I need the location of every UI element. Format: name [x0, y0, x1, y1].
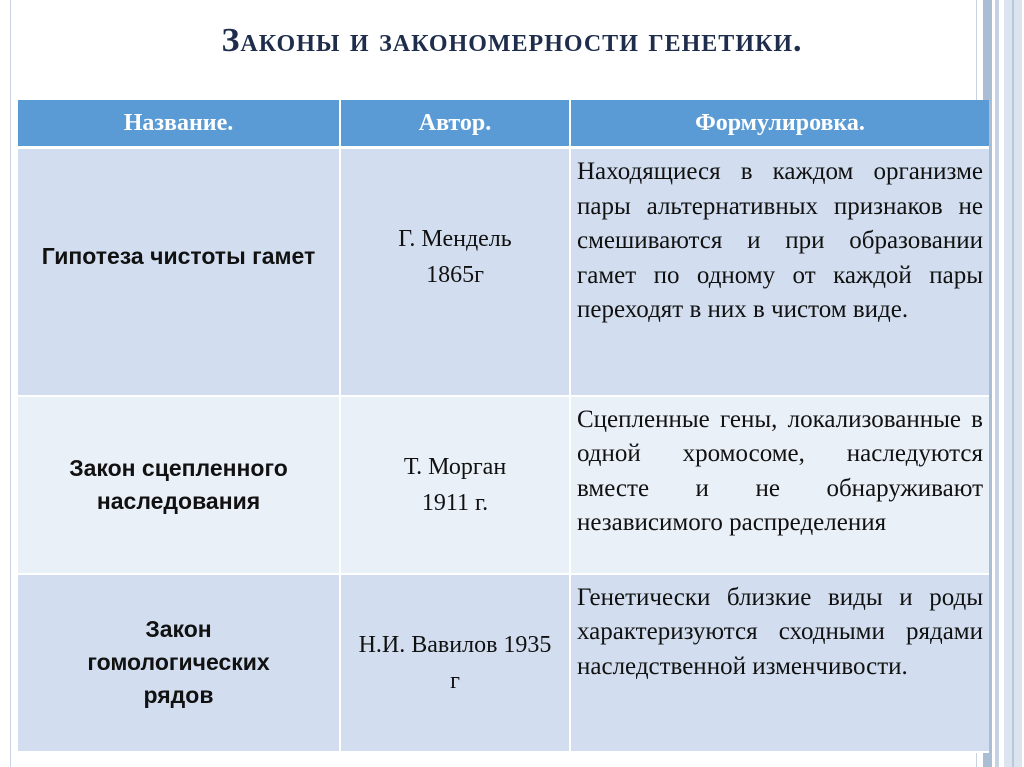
right-decor-line [1012, 0, 1014, 767]
header-formulation: Формулировка. [570, 100, 989, 148]
table-row [18, 148, 989, 396]
law-author: Т. Морган 1911 г. [340, 396, 570, 574]
law-author: Н.И. Вавилов 1935 г [340, 574, 570, 752]
law-author: Г. Мендель 1865г [340, 148, 570, 396]
right-decor-stripe [995, 0, 999, 767]
header-name: Название. [18, 100, 340, 148]
table-header-row [18, 100, 989, 148]
law-name: Закон сцепленного наследования [18, 396, 340, 574]
law-name: Закон гомологических рядов [18, 574, 340, 752]
law-formulation: Генетически близкие виды и роды характеризуются сходными рядами наследственной изменчивости. [570, 574, 989, 752]
slide-title: Законы и закономерности генетики. [221, 22, 803, 59]
law-formulation: Сцепленные гены, локализованные в одной хромосоме, наследуются вместе и не обнаруживают независимого распределения [570, 396, 989, 574]
law-name: Гипотеза чистоты гамет [18, 148, 340, 396]
table-row [18, 574, 989, 752]
header-author: Автор. [340, 100, 570, 148]
genetics-laws-table [18, 100, 989, 753]
table-row [18, 396, 989, 574]
left-border-line [10, 0, 11, 767]
law-formulation: Находящиеся в каждом организме пары альтернативных признаков не смешиваются и при образовании гамет по одному от каждой пары переходят в них в чистом виде. [570, 148, 989, 396]
